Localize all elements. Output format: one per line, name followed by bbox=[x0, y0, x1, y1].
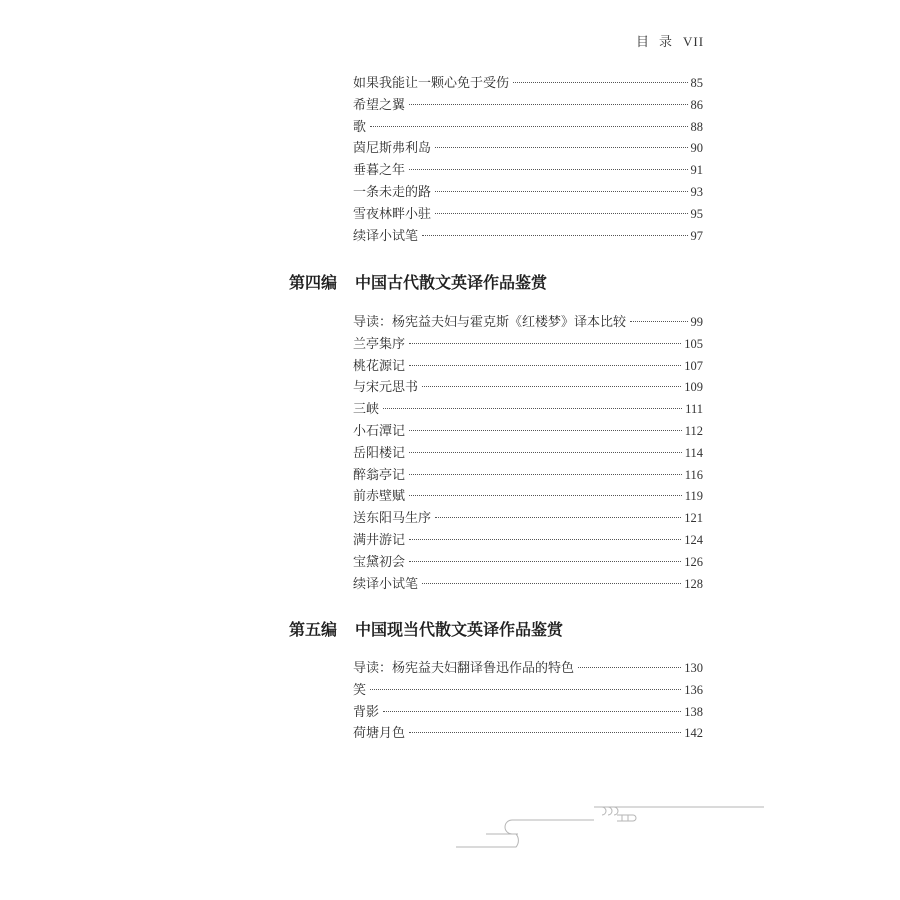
toc-entry[interactable] bbox=[353, 723, 703, 745]
toc-entry-title: 三峡 bbox=[353, 402, 380, 418]
toc-entry-page-number: 99 bbox=[690, 315, 703, 329]
toc-entry-page-number: 91 bbox=[690, 163, 703, 178]
toc-entry-page-number: 136 bbox=[684, 682, 703, 697]
dot-leader bbox=[409, 732, 681, 733]
toc-entry-page-number: 112 bbox=[684, 423, 703, 438]
dot-leader bbox=[435, 147, 687, 148]
toc-entry-title: 导读：杨宪益夫妇与霍克斯《红楼梦》译本比较 bbox=[353, 315, 627, 330]
dot-leader bbox=[370, 126, 687, 127]
toc-entry[interactable] bbox=[353, 312, 703, 334]
toc-entry-page-number: 124 bbox=[684, 532, 703, 547]
toc-entry-title: 前赤壁赋 bbox=[353, 489, 406, 505]
part5-number: 第五编 bbox=[289, 620, 338, 639]
toc-entry-title: 垂暮之年 bbox=[353, 163, 406, 179]
part4-heading bbox=[289, 270, 547, 293]
toc-entry[interactable] bbox=[353, 552, 703, 574]
dot-leader bbox=[409, 452, 682, 453]
dot-leader bbox=[409, 104, 687, 105]
toc-entry-page-number: 85 bbox=[690, 76, 703, 90]
toc-entry[interactable] bbox=[353, 658, 703, 680]
toc-entry[interactable] bbox=[353, 138, 703, 160]
part5-title: 中国现当代散文英译作品鉴赏 bbox=[355, 620, 564, 639]
toc-entry-page-number: 105 bbox=[684, 336, 703, 351]
toc-group-top bbox=[353, 73, 703, 247]
toc-entry-title: 送东阳马生序 bbox=[353, 511, 432, 527]
toc-entry[interactable] bbox=[353, 443, 703, 465]
toc-entry-title: 茵尼斯弗利岛 bbox=[353, 141, 432, 157]
header-page-number: VII bbox=[683, 34, 705, 49]
dot-leader bbox=[422, 235, 687, 236]
toc-entry-page-number: 93 bbox=[690, 184, 703, 199]
toc-entry-page-number: 107 bbox=[684, 358, 703, 373]
toc-entry-title: 兰亭集序 bbox=[353, 336, 406, 352]
toc-entry[interactable] bbox=[353, 117, 703, 139]
header-title-char-1: 目 bbox=[636, 35, 651, 50]
toc-entry-page-number: 111 bbox=[685, 402, 703, 417]
toc-entry-title: 桃花源记 bbox=[353, 358, 406, 374]
toc-entry[interactable] bbox=[353, 377, 703, 399]
toc-entry-title: 小石潭记 bbox=[353, 423, 406, 439]
toc-entry[interactable] bbox=[353, 226, 703, 248]
toc-entry-page-number: 90 bbox=[690, 141, 703, 156]
dot-leader bbox=[409, 430, 682, 431]
toc-entry-page-number: 119 bbox=[684, 489, 703, 504]
toc-entry-page-number: 138 bbox=[684, 704, 703, 719]
toc-entry-title: 导读：杨宪益夫妇翻译鲁迅作品的特色 bbox=[353, 661, 575, 676]
toc-group-part4 bbox=[353, 312, 703, 595]
toc-entry[interactable] bbox=[353, 486, 703, 508]
toc-entry-page-number: 128 bbox=[684, 576, 703, 591]
toc-entry-title: 一条未走的路 bbox=[353, 184, 432, 200]
dot-leader bbox=[630, 321, 687, 322]
toc-entry-title: 醉翁亭记 bbox=[353, 467, 406, 483]
dot-leader bbox=[409, 474, 682, 475]
dot-leader bbox=[409, 343, 681, 344]
toc-entry[interactable] bbox=[353, 95, 703, 117]
toc-entry[interactable] bbox=[353, 680, 703, 702]
toc-entry-title: 续译小试笔 bbox=[353, 228, 419, 244]
toc-entry[interactable] bbox=[353, 421, 703, 443]
toc-entry-page-number: 95 bbox=[690, 206, 703, 221]
toc-entry[interactable] bbox=[353, 574, 703, 596]
toc-entry-page-number: 142 bbox=[684, 726, 703, 741]
toc-entry[interactable] bbox=[353, 508, 703, 530]
dot-leader bbox=[383, 408, 682, 409]
toc-entry[interactable] bbox=[353, 530, 703, 552]
toc-entry[interactable] bbox=[353, 160, 703, 182]
dot-leader bbox=[370, 689, 681, 690]
toc-entry-page-number: 116 bbox=[684, 467, 703, 482]
dot-leader bbox=[578, 667, 681, 668]
toc-entry-title: 荷塘月色 bbox=[353, 726, 406, 742]
dot-leader bbox=[383, 711, 681, 712]
toc-entry-title: 续译小试笔 bbox=[353, 576, 419, 592]
dot-leader bbox=[409, 539, 681, 540]
toc-entry[interactable] bbox=[353, 465, 703, 487]
toc-entry[interactable] bbox=[353, 399, 703, 421]
dot-leader bbox=[435, 191, 687, 192]
dot-leader bbox=[422, 386, 681, 387]
toc-entry[interactable] bbox=[353, 204, 703, 226]
toc-entry-page-number: 109 bbox=[684, 380, 703, 395]
dot-leader bbox=[513, 82, 687, 83]
part4-title: 中国古代散文英译作品鉴赏 bbox=[355, 273, 548, 292]
toc-entry-title: 与宋元思书 bbox=[353, 380, 419, 396]
dot-leader bbox=[435, 517, 681, 518]
toc-entry-page-number: 126 bbox=[684, 554, 703, 569]
dot-leader bbox=[435, 213, 687, 214]
dot-leader bbox=[409, 169, 687, 170]
part5-heading bbox=[289, 617, 563, 640]
toc-entry[interactable] bbox=[353, 334, 703, 356]
dot-leader bbox=[409, 561, 681, 562]
dot-leader bbox=[409, 495, 682, 496]
header-title-char-2: 录 bbox=[659, 35, 674, 50]
toc-entry[interactable] bbox=[353, 73, 703, 95]
dot-leader bbox=[409, 365, 681, 366]
decorative-cloud-ornament bbox=[452, 800, 768, 856]
running-header bbox=[636, 31, 704, 50]
toc-group-part5 bbox=[353, 658, 703, 745]
toc-entry-page-number: 130 bbox=[684, 661, 703, 675]
dot-leader bbox=[422, 583, 681, 584]
toc-entry-title: 希望之翼 bbox=[353, 97, 406, 113]
toc-entry-title: 岳阳楼记 bbox=[353, 445, 406, 461]
toc-entry-page-number: 114 bbox=[684, 445, 703, 460]
toc-entry[interactable] bbox=[353, 182, 703, 204]
toc-entry-page-number: 88 bbox=[690, 119, 703, 134]
toc-entry[interactable] bbox=[353, 702, 703, 724]
toc-entry-title: 雪夜林畔小驻 bbox=[353, 206, 432, 222]
toc-entry-page-number: 86 bbox=[690, 97, 703, 112]
toc-entry-title: 宝黛初会 bbox=[353, 554, 406, 570]
toc-entry-page-number: 97 bbox=[690, 228, 703, 243]
toc-entry-page-number: 121 bbox=[684, 511, 703, 526]
toc-entry-title: 如果我能让一颗心免于受伤 bbox=[353, 76, 510, 91]
toc-entry[interactable] bbox=[353, 356, 703, 378]
part4-number: 第四编 bbox=[289, 273, 338, 292]
toc-entry-title: 歌 bbox=[353, 119, 367, 135]
toc-entry-title: 笑 bbox=[353, 682, 367, 698]
toc-entry-title: 背影 bbox=[353, 704, 380, 720]
toc-entry-title: 满井游记 bbox=[353, 532, 406, 548]
